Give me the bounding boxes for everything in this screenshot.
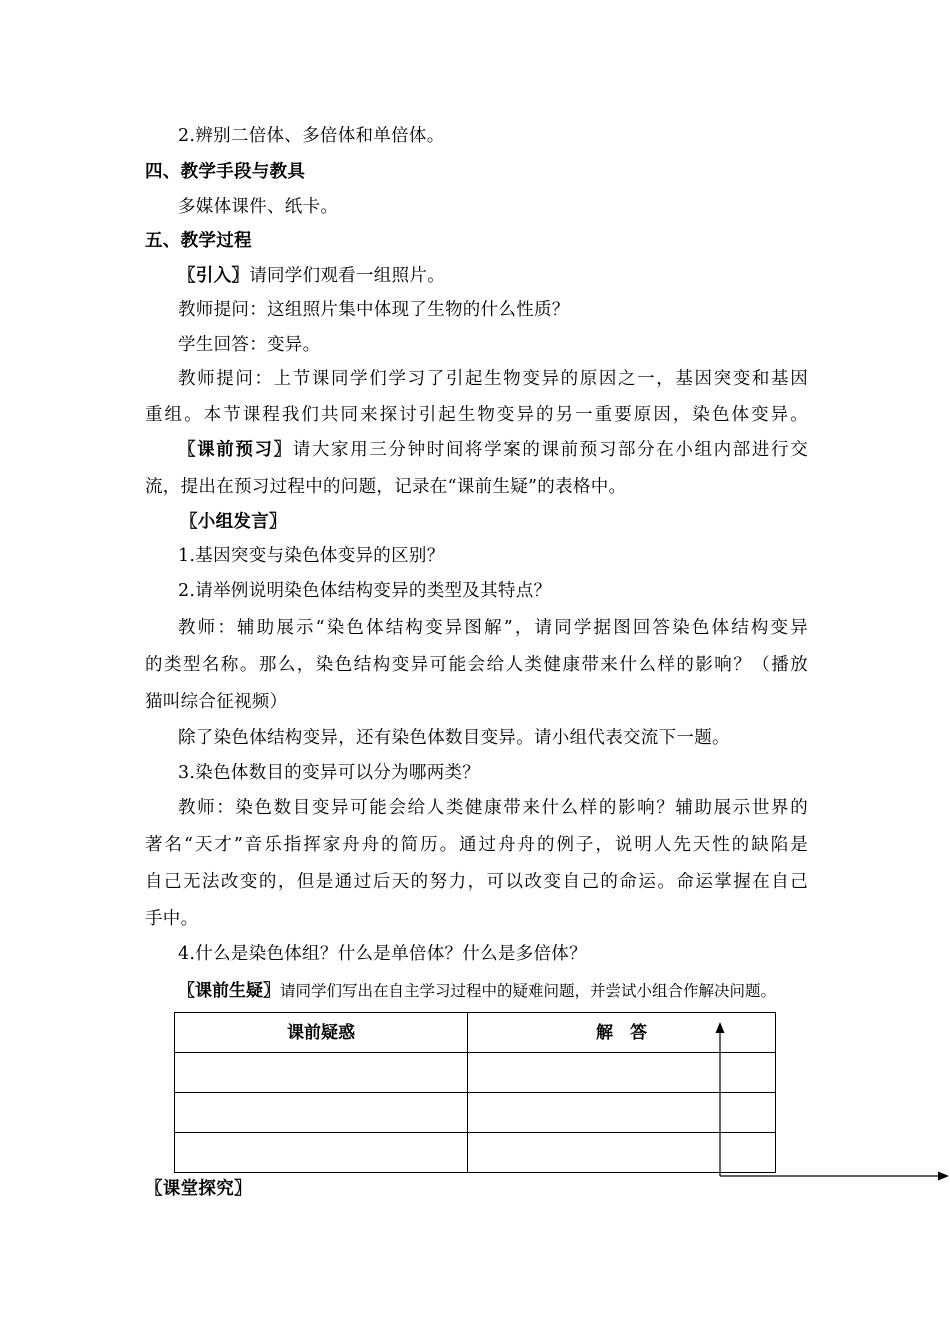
header-doubt: 课前疑惑 — [175, 1013, 468, 1053]
doubt-tag: 〖课前生疑〗 — [178, 981, 280, 1001]
teacher-note-1-line-3: 猫叫综合征视频） — [145, 692, 288, 712]
teacher-note-2: 除了染色体结构变异，还有染色体数目变异。请小组代表交流下一题。 — [178, 728, 730, 748]
vertical-arrow-head — [716, 1022, 725, 1033]
group-question-1: 1.基因突变与染色体变异的区别？ — [178, 546, 445, 566]
preview-tag: 〖课前预习〗 — [178, 440, 293, 460]
group-question-2: 2.请举例说明染色体结构变异的类型及其特点？ — [178, 581, 552, 601]
doubt-text: 请同学们写出在自主学习过程中的疑难问题，并尝试小组合作解决问题。 — [280, 982, 777, 1000]
group-question-3: 3.染色体数目的变异可以分为哪两类？ — [178, 763, 481, 783]
group-speech-tag: 〖小组发言〗 — [180, 512, 287, 532]
teacher-note-3-line-3: 自己无法改变的，但是通过后天的努力，可以改变自己的命运。命运掌握在自己 — [145, 872, 808, 892]
intro-tag: 〖引入〗 — [178, 266, 250, 286]
teacher-question-2-line-2: 重组。本节课程我们共同来探讨引起生物变异的另一重要原因，染色体变异。 — [145, 405, 808, 425]
preview-text-1: 请大家用三分钟时间将学案的课前预习部分在小组内部进行交 — [292, 440, 808, 460]
header-answer: 解 答 — [468, 1013, 776, 1053]
section-heading-5: 五、教学过程 — [145, 231, 252, 251]
teacher-note-1-line-1: 教师：辅助展示“染色体结构变异图解”，请同学据图回答染色体结构变异 — [178, 618, 808, 638]
intro-text: 请同学们观看一组照片。 — [249, 266, 446, 286]
teacher-note-3-line-1: 教师：染色数目变异可能会给人类健康带来什么样的影响？辅助展示世界的 — [178, 798, 808, 818]
teacher-question-1: 教师提问：这组照片集中体现了生物的什么性质？ — [178, 300, 570, 320]
objective-item-2: 2.辨别二倍体、多倍体和单倍体。 — [178, 126, 445, 146]
classroom-explore-tag: 〖课堂探究〗 — [145, 1179, 252, 1199]
horizontal-arrow-head — [938, 1172, 949, 1181]
preview-paragraph-line-2: 流，提出在预习过程中的问题，记录在“课前生疑”的表格中。 — [145, 477, 627, 497]
tools-text: 多媒体课件、纸卡。 — [178, 197, 339, 217]
group-question-4: 4.什么是染色体组？什么是单倍体？什么是多倍体？ — [178, 944, 587, 964]
teacher-question-2-line-1: 教师提问：上节课同学们学习了引起生物变异的原因之一，基因突变和基因 — [178, 369, 808, 389]
teacher-note-3-line-4: 手中。 — [145, 909, 199, 929]
section-heading-4: 四、教学手段与教具 — [145, 162, 306, 182]
teacher-note-1-line-2: 的类型名称。那么，染色结构变异可能会给人类健康带来什么样的影响？（播放 — [145, 655, 808, 675]
teacher-note-3-line-2: 著名“天才”音乐指挥家舟舟的简历。通过舟舟的例子，说明人先天性的缺陷是 — [145, 835, 808, 855]
student-answer-1: 学生回答：变异。 — [178, 335, 321, 355]
